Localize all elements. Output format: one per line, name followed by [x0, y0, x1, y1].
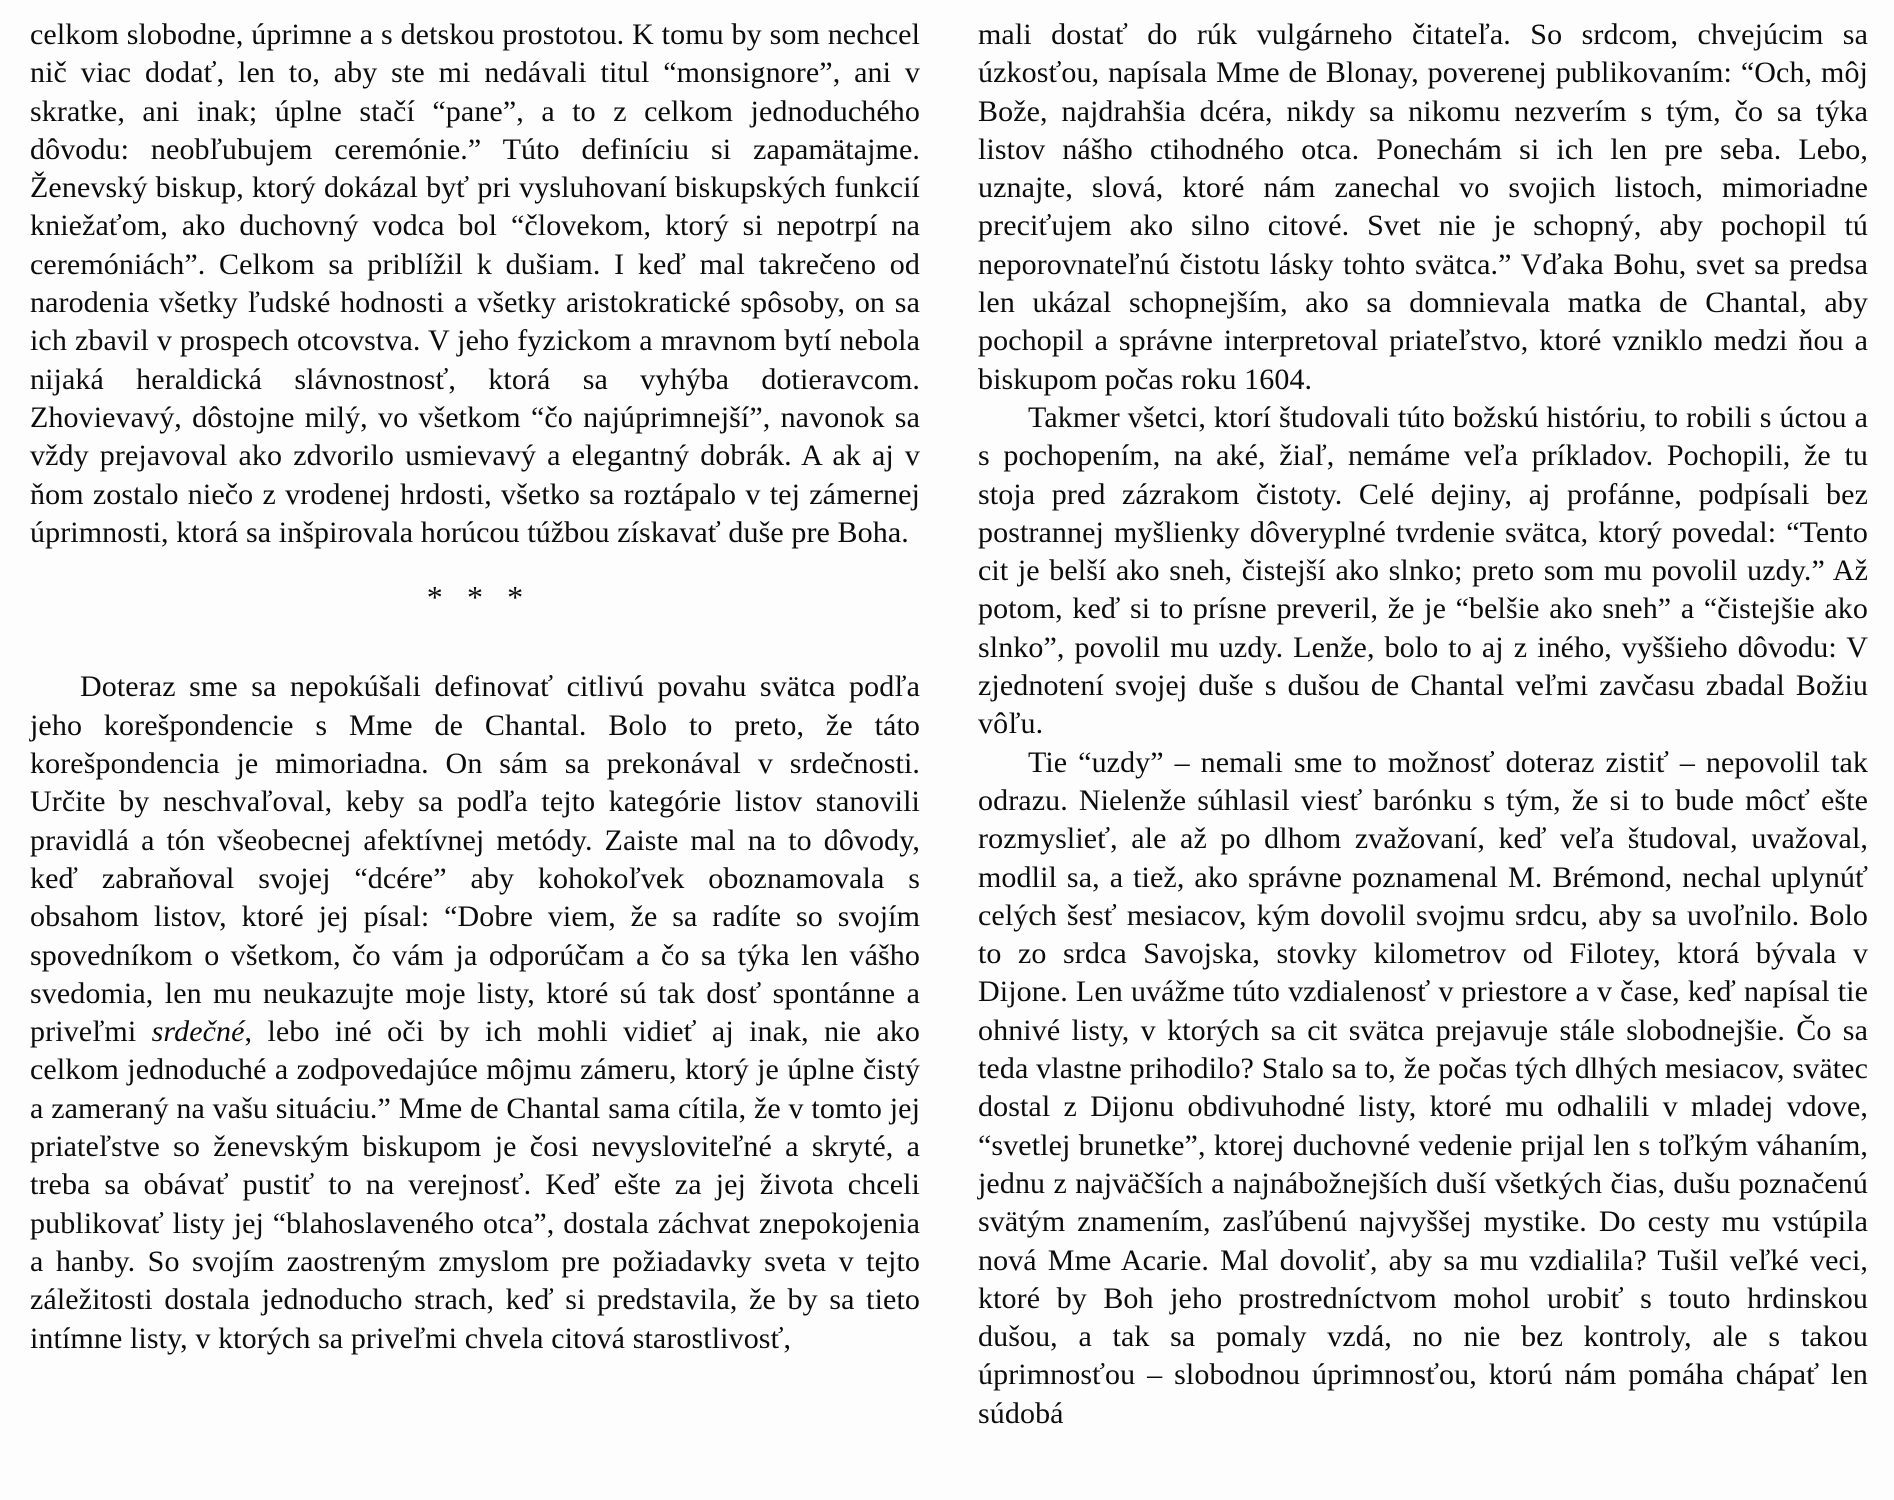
- paragraph: [978, 744, 1868, 1433]
- paragraph: [30, 668, 920, 1357]
- paragraph: [978, 16, 1868, 399]
- text-run: Takmer všetci, ktorí študovali túto božskú históriu, to robili s úctou a s pochopením, na aké, žiaľ, nemáme veľa príkladov. Pochopili, že tu stoja pred zázrakom čistoty. Celé dejiny, aj profánne, podpísali bez postrannej myšlienky dôveryplné tvrdenie svätca, ktorý povedal: “Tento cit je belší ako sneh, čistejší ako slnko; preto som mu povolil uzdy.” Až potom, keď si to prísne preveril, že je “belšie ako sneh” a “čistejšie ako slnko”, povolil mu uzdy. Lenže, bolo to aj z iného, vyššieho dôvodu: V zjednotení svojej duše s dušou de Chantal veľmi zavčasu zbadal Božiu vôľu.: [978, 400, 1868, 741]
- text-column-left: [30, 16, 920, 1500]
- paragraph: [978, 399, 1868, 744]
- text-run: Doteraz sme sa nepokúšali definovať citlivú povahu svätca podľa jeho korešpondencie s Mme de Chantal. Bolo to preto, že táto korešpondencia je mimoriadna. On sám sa prekonával v srdečnosti. Určite by neschvaľoval, keby sa podľa tejto kategórie listov stanovili pravidlá a tón všeobecnej afektívnej metódy. Zaiste mal na to dôvody, keď zabraňoval svojej “dcére” aby kohokoľvek oboznamovala s obsahom listov, ktoré jej písal: “Dobre viem, že sa radíte so svojím spovedníkom o všetkom, čo vám ja odporúčam a čo sa týka len vášho svedomia, len mu neukazujte moje listy, ktoré sú tak dosť spontánne a priveľmi: [30, 670, 920, 1049]
- text-run: Tie “uzdy” – nemali sme to možnosť doteraz zistiť – nepovolil tak odrazu. Nielenže súhlasil viesť barónku s tým, že si to bude môcť ešte rozmyslieť, ale až po dlhom zvažovaní, keď veľa študoval, uvažoval, modlil sa, a tiež, ako správne poznamenal M. Brémond, nechal uplynúť celých šesť mesiacov, kým dovolil svojmu srdcu, aby sa uvoľnilo. Bolo to zo srdca Savojska, stovky kilometrov od Filotey, ktorá bývala v Dijone. Len uvážme túto vzdialenosť v priestore a v čase, keď napísal tie ohnivé listy, v ktorých sa cit svätca prejavuje stále slobodnejšie. Čo sa teda vlastne prihodilo? Stalo sa to, že počas tých dlhých mesiacov, svätec dostal z Dijonu obdivuhodné listy, ktoré mu odhalili v mladej vdove, “svetlej brunetke”, ktorej duchovné vedenie prijal len s toľkým váhaním, jednu z najväčších a najnábožnejších duší všetkých čias, dušu poznačenú svätým znamením, zasľúbenú najvyššej mystike. Do cesty mu vstúpila nová Mme Acarie. Mal dovoliť, aby sa mu vzdialila? Tušil veľké veci, ktoré by Boh jeho prostredníctvom mohol urobiť s touto hrdinskou dušou, a tak sa pomaly vzdá, no nie bez kontroly, ale s takou úprimnosťou – slobodnou úprimnosťou, ktorú nám pomáha chápať len súdobá: [978, 745, 1868, 1430]
- italic-text: srdečné: [151, 1015, 245, 1049]
- paragraph: [30, 16, 920, 552]
- section-separator: * * *: [426, 579, 524, 616]
- text-run: , lebo iné oči by ich mohli vidieť aj inak, nie ako celkom jednoduché a zodpovedajúce môjmu zámeru, ktorý je úplne čistý a zameraný na vašu situáciu.” Mme de Chantal sama cítila, že v tomto jej priateľstve so ženevským biskupom je čosi nevysloviteľné a skryté, a treba sa obávať pustiť to na verejnosť. Keď ešte za jej života chceli publikovať listy jej “blahoslaveného otca”, dostala záchvat znepokojenia a hanby. So svojím zaostreným zmyslom pre požiadavky sveta v tejto záležitosti dostala jednoducho strach, keď si predstavila, že by sa tieto intímne listy, v ktorých sa priveľmi chvela citová starostlivosť,: [30, 1015, 921, 1355]
- text-column-right: [978, 16, 1868, 1500]
- text-run: celkom slobodne, úprimne a s detskou prostotou. K tomu by som nechcel nič viac dodať, len to, aby ste mi nedávali titul “monsignore”, ani v skratke, ani inak; úplne stačí “pane”, a to z celkom jednoduchého dôvodu: neobľubujem ceremónie.” Túto definíciu si zapamätajme. Ženevský biskup, ktorý dokázal byť pri vysluhovaní biskupských funkcií kniežaťom, ako duchovný vodca bol “človekom, ktorý si nepotrpí na ceremóniách”. Celkom sa priblížil k dušiam. I keď mal takrečeno od narodenia všetky ľudské hodnosti a všetky aristokratické spôsoby, on sa ich zbavil v prospech otcovstva. V jeho fyzickom a mravnom bytí nebola nijaká heraldická slávnostnosť, ktorá sa vyhýba dotieravcom. Zhovievavý, dôstojne milý, vo všetkom “čo najúprimnejší”, navonok sa vždy prejavoval ako zdvorilo usmievavý a elegantný dobrák. A ak aj v ňom zostalo niečo z vrodenej hrdosti, všetko sa roztápalo v tej zámernej úprimnosti, ktorá sa inšpirovala horúcou túžbou získavať duše pre Boha.: [30, 18, 920, 549]
- text-run: mali dostať do rúk vulgárneho čitateľa. So srdcom, chvejúcim sa úzkosťou, napísala Mme de Blonay, poverenej publikovaním: “Och, môj Bože, najdrahšia dcéra, nikdy sa nikomu nezverím s tým, čo sa týka listov nášho ctihodného otca. Ponechám si ich len pre seba. Lebo, uznajte, slová, ktoré nám zanechal vo svojich listoch, mimoriadne preciťujem ako silno citové. Svet nie je schopný, aby pochopil tú neporovnateľnú čistotu lásky tohto svätca.” Vďaka Bohu, svet sa predsa len ukázal schopnejším, ako sa domnievala matka de Chantal, aby pochopil a správne interpretoval priateľstvo, ktoré vzniklo medzi ňou a biskupom počas roku 1604.: [978, 18, 1868, 396]
